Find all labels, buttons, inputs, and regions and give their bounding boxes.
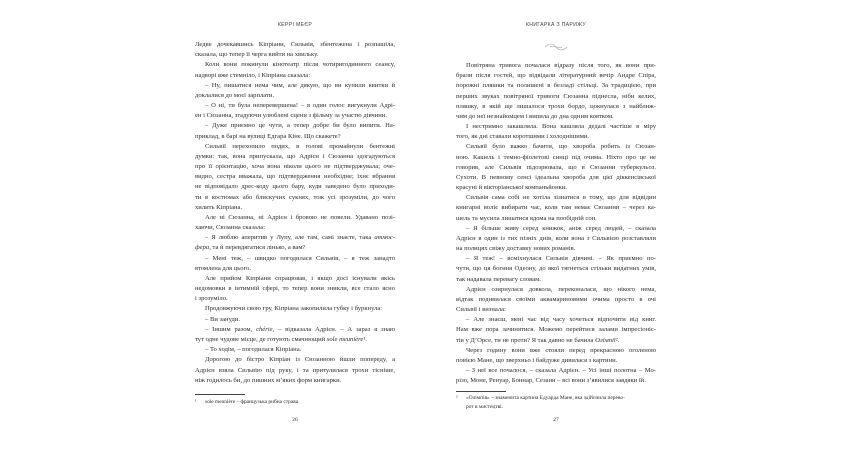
text-line bbox=[456, 336, 656, 346]
text-line: брали після гостей, що відвідали літературний вечір Андре Спіра, bbox=[456, 72, 656, 80]
running-head-author: КЕРРІ МЕЄР bbox=[277, 22, 313, 28]
text-line: Адрієн в один із тих пізніх днів, коли вона з Сильвією розставляли bbox=[456, 234, 656, 242]
text-line: хилить Кіпріана. bbox=[195, 203, 243, 211]
footnote bbox=[195, 398, 395, 407]
text-segment: ¹. bbox=[363, 335, 367, 343]
text-line: про її орієнтацію, хоча вона ніколи цього не підтверджувала; оче- bbox=[195, 163, 395, 171]
left-page bbox=[195, 0, 395, 450]
text-line: Дорогою до бістро Кіпріан із Сюзанною йшли попереду, а bbox=[205, 356, 395, 364]
text-line: Нам вже пора зачинятися. Можемо перейтися залами імпресіоніс- bbox=[456, 326, 656, 334]
text-line: втомлена для цього. bbox=[195, 264, 252, 272]
text-line: хаючи, Сюзанна сказала: bbox=[195, 224, 266, 232]
italic-text: chérie bbox=[256, 325, 273, 333]
text-line: Коли вони покинули кінотеатр після чотиригодинного сеансу, bbox=[205, 61, 395, 69]
text-line: – Дуже приємно це чути, а тепер добре би було випити. На- bbox=[205, 122, 395, 130]
text-line: пляшку, в якій ще лишалося трохи бордо, цокнулася з найближ- bbox=[456, 102, 656, 110]
text-line: книгарні воліє вибирати час, коли там немає Сюзанни – через ка- bbox=[456, 204, 656, 212]
text-line: Продовжуючи свою гру, Кіпріана закопилила губку і буркнула: bbox=[205, 305, 383, 313]
text-line: Повітряна тривога почалася відразу після того, як вони при- bbox=[466, 62, 656, 69]
text-line: ніж годилось би, до пишних м’яких форм книгарки. bbox=[195, 376, 342, 384]
text-line: того, як дні ставали коротшими і холоднішими. bbox=[456, 133, 590, 141]
text-line: І нестримно закашляла. Вона кашляла дедалі частіше в міру bbox=[466, 123, 656, 131]
italic-text: Олімпії bbox=[595, 336, 616, 344]
footnote-line bbox=[195, 398, 395, 407]
text-line: ен і Сюзанна, згадуючи улюблені сцени з фільму за участю дівчини. bbox=[195, 112, 387, 120]
italic-text: sole meunière bbox=[326, 335, 364, 343]
footnote-text: sole meunière – французька рибна страва bbox=[205, 399, 299, 405]
running-head-title: КНИГАРКА З ПАРИЖУ bbox=[525, 22, 587, 28]
text-segment: , – відказала Адрієн. – А зараз я знаю bbox=[272, 325, 395, 333]
footnote-mark: ² bbox=[456, 395, 458, 401]
text-line: на полицях свіжу доставку нових романів. bbox=[456, 245, 576, 253]
text-line: повією Мане, що зверхньо і байдуже дивилася з картини. bbox=[456, 356, 618, 364]
text-line: чим до неї незнайомцем і випила до дна одним ковтком. bbox=[456, 112, 614, 120]
text-line: сказала, що тепер її черга вийти на хвильку. bbox=[195, 51, 319, 59]
text-line: Адрієн озирнулася довкола, переконалася, що нікого нема, bbox=[466, 285, 656, 293]
text-line: Сильвії було важко бачити, що хвороба робить із Сюзан- bbox=[466, 143, 656, 151]
text-line: думки: так, вона припускала, що Адрієн і Сюзанна здогадуються bbox=[195, 152, 395, 160]
text-line: Сильвія сама собі не хотіла зізнатися в тому, що для відвідин bbox=[466, 194, 656, 202]
text-line: ти в костюмах або блискучих сукнях, тож усі зрозуміли, до чого bbox=[195, 193, 395, 201]
text-line: Але ні Сюзанна, ні Адрієн і бровою не повели. Удавано позі- bbox=[205, 213, 395, 221]
text-line: Сильвії і визнала: bbox=[456, 306, 506, 314]
text-line: не відповідало дрес-коду цього бару, куди заведено було приходи- bbox=[195, 183, 395, 191]
footnote-text: «Олімпія» – знаменита картина Едуарда Мане, яка здійснила перево- bbox=[466, 395, 625, 401]
text-line: – Мені теж, – швидко погодилася Сильвія, – я теж занадто bbox=[205, 254, 395, 262]
text-line: говорив, але Сильвія підозрювала, що в Сюзанни туберкульоз. bbox=[456, 163, 656, 171]
italic-text: фера bbox=[195, 244, 210, 252]
text-segment: – Я люблю аперитив у Лупу, але там, самі знаєте, така bbox=[205, 234, 375, 242]
text-line: різо, Моне, Ренуар, Боннар, Сезанн – всі вони з’явилися завдяки їй. bbox=[456, 377, 646, 385]
text-line: перших звуках повітряної тривоги Сюзанна піднесла, ніби келих, bbox=[456, 92, 656, 100]
right-page bbox=[456, 0, 656, 450]
page-number: 27 bbox=[553, 417, 559, 423]
text-line: – З неї все почалося, – сказала Адрієн. – Усі інші полотна – Мо- bbox=[466, 367, 656, 375]
text-line: недомовки в інтимній сфері, то тепер вони зникли, все стало ясно bbox=[195, 285, 395, 293]
footnote-line bbox=[456, 394, 656, 403]
text-line: так надавала перевагу словам. bbox=[456, 275, 541, 283]
text-segment: тут одне чудове місце, де готують смачнющий bbox=[195, 335, 327, 343]
text-segment: тів у Д’Орсе, ти не проти? Я так давно не бачила bbox=[456, 336, 596, 344]
text-line: Сухоти. В певному сенсі ідеальна хвороба для цієї діккенсівської bbox=[456, 173, 656, 181]
text-line: порожні пляшки та полишені в безладі стільці. За традицією, при bbox=[456, 82, 656, 90]
text-line: шель та мусила лишатися вдома на пообідній сон. bbox=[456, 214, 597, 222]
text-line: красуні й вікторіанської компаньйонки. bbox=[456, 184, 568, 192]
footnote-divider bbox=[456, 391, 506, 392]
text-segment: – Іншим разом, bbox=[205, 325, 257, 333]
footnote bbox=[456, 394, 656, 411]
text-line: – Ну, пишатися нема чим, але дякую, що ви купили квитки й bbox=[205, 81, 395, 89]
text-line: – Я більше живу серед книжок, аніж серед людей, – сказала bbox=[466, 224, 656, 232]
right-page-body bbox=[456, 61, 656, 387]
text-line: і зрозуміло. bbox=[195, 295, 228, 303]
text-line: видно, сестра вважала, що підтвердження необхідне; їхнє вбрання bbox=[195, 173, 395, 181]
footnote-divider bbox=[195, 394, 245, 395]
text-line: – Я теж! – всміхнулася Сильвія дівчині. – Як приємно по- bbox=[466, 255, 656, 263]
text-line: Адрієн взяла Сильвію під руку, і та притулилася трохи тісніше, bbox=[195, 366, 395, 374]
page-number: 26 bbox=[292, 417, 298, 423]
text-line: надворі вже стемніло, і Кіпріана сказала: bbox=[195, 71, 311, 79]
text-line: – Ви зануди. bbox=[205, 315, 240, 323]
text-line: – То ходім, – погодилася Кіпріана. bbox=[205, 346, 302, 354]
text-line: чути, що ця богиня Одеону, до якої тягнеться стільки видатних умів, bbox=[456, 265, 656, 273]
text-line: відтак подивилася своїми аквамариновими очима просто в очі bbox=[456, 295, 656, 303]
text-line: Ледве дочекавшись Кіпріани, Сильвія, збентежена і розпашіла, bbox=[195, 41, 395, 48]
text-line: – О ні, ти була неперевершена! – в один голос вигукнули Адрі- bbox=[205, 102, 395, 110]
text-line: – Але знаєш, мені час від часу хочеться відпочити від книг. bbox=[466, 316, 656, 324]
footnote-line: рот в мистецтві. bbox=[466, 403, 503, 410]
text-line bbox=[195, 233, 395, 243]
text-line: доклалися до моєї зарплати. bbox=[195, 91, 275, 99]
text-line bbox=[195, 335, 395, 345]
text-line: ною. Кашель і темно-фіолетові синці під очима. Ніхто про це не bbox=[456, 153, 656, 161]
text-segment: , та й перевдягатися лінько, а вам? bbox=[209, 244, 306, 252]
footnote-mark: ¹ bbox=[195, 399, 197, 405]
text-line: приклад, в барі на вулиці Едгара Кіне. Що скажете? bbox=[195, 132, 341, 140]
text-line: Але прийом Кіпріани спрацював, і якщо досі існували якісь bbox=[205, 274, 395, 282]
text-line bbox=[195, 243, 395, 253]
flourish-ornament-icon bbox=[544, 42, 568, 52]
text-line bbox=[195, 325, 395, 335]
text-segment: ². bbox=[615, 336, 620, 344]
italic-text: атмос- bbox=[374, 234, 395, 242]
text-line: Через годину вони вже стояли перед прекрасною оголеною bbox=[466, 346, 656, 354]
text-line: Сильвії перехопило подих, в голові промайнули бентежні bbox=[205, 142, 395, 150]
left-page-body bbox=[195, 40, 395, 386]
